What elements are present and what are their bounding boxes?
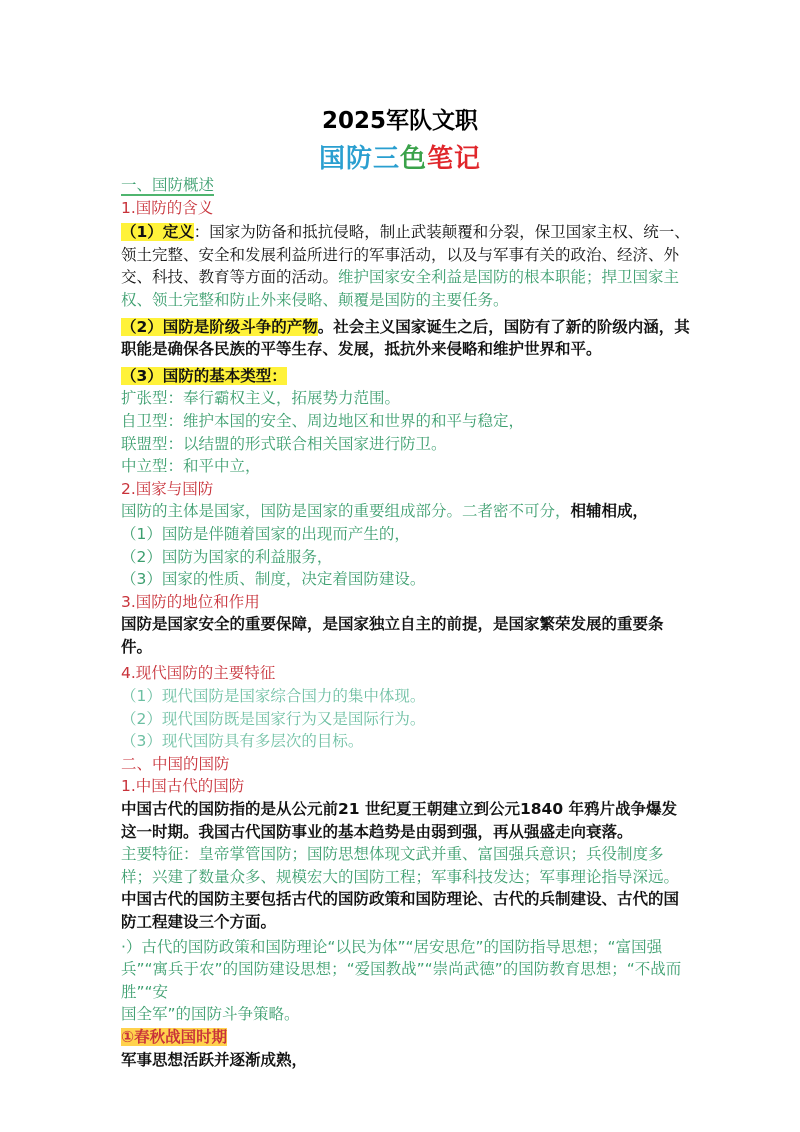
list-item: 自卫型：维护本国的安全、周边地区和世界的和平与稳定， xyxy=(121,411,525,430)
subheading-status-and-role: 3.国防的地位和作用 xyxy=(121,592,260,611)
subheading-spring-autumn: ①春秋战国时期 xyxy=(121,1027,228,1046)
paragraph-ancient-defense: 中国古代的国防指的是从公元前21 世纪夏王朝建立到公元1840 年鸦片战争爆发这一时期。我国古代国防事业的基本趋势是由弱到强，再从强盛走向衰落。 xyxy=(121,800,678,841)
list-item: 扩张型：奉行霸权主义，拓展势力范围。 xyxy=(121,389,401,408)
list-item: （2）现代国防既是国家行为又是国际行为。 xyxy=(121,709,426,728)
paragraph-definition: （1）定义：国家为防备和抵抗侵略，制止武装颠覆和分裂，保卫国家主权、统一、领土完整、安全和发展利益所进行的军事活动，以及与军事有关的政治、经济、外交、科技、教育等方面的活动。维护国家安全利益是国防的根本职能；捍卫国家主权、领土完整和防止外来侵略、颠覆是国防的主要任务。 xyxy=(121,223,690,309)
paragraph-policy-theory-cont: 国全军”的国防斗争策略。 xyxy=(121,1005,300,1024)
doc-title: 2025军队文职 xyxy=(321,108,478,134)
highlight-definition: （1）定义 xyxy=(121,223,194,242)
list-item: （3）现代国防具有多层次的目标。 xyxy=(121,732,364,751)
section-heading-1: 一、国防概述 xyxy=(121,176,215,194)
list-item: （1）现代国防是国家综合国力的集中体现。 xyxy=(121,687,426,706)
note-body xyxy=(121,174,691,1071)
paragraph-basic-types xyxy=(121,365,691,388)
subheading-defense-meaning: 1.国防的含义 xyxy=(121,198,214,217)
subheading-modern-features: 4.现代国防的主要特征 xyxy=(121,664,276,683)
subheading-ancient-defense: 1.中国古代的国防 xyxy=(121,777,245,796)
subtitle-part-red: 笔记 xyxy=(427,144,482,174)
highlight-class-struggle: （2）国防是阶级斗争的产物 xyxy=(121,317,318,336)
paragraph-policy-theory: ·）古代的国防政策和国防理论“以民为体”“居安思危”的国防指导思想；“富国强兵”“寓兵于农”的国防建设思想；“爱国教战”“崇尚武德”的国防教育思想；“不战而胜”“安 xyxy=(121,937,682,1001)
list-item: 中立型：和平中立， xyxy=(121,457,261,476)
subtitle-part-blue: 国防三 xyxy=(318,144,400,174)
highlight-basic-types: （3）国防的基本类型： xyxy=(121,366,287,385)
list-item: 联盟型：以结盟的形式联合相关国家进行防卫。 xyxy=(121,434,447,453)
subtitle-part-green: 色 xyxy=(399,144,427,174)
paragraph-status-and-role: 国防是国家安全的重要保障，是国家独立自主的前提，是国家繁荣发展的重要条件。 xyxy=(121,615,664,656)
paragraph-class-struggle: （2）国防是阶级斗争的产物。社会主义国家诞生之后，国防有了新的阶级内涵，其职能是确保各民族的平等生存、发展，抵抗外来侵略和维护世界和平。 xyxy=(121,317,690,359)
paragraph-military-thought: 军事思想活跃并逐渐成熟， xyxy=(121,1050,308,1069)
paragraph-ancient-components: 中国古代的国防主要包括古代的国防政策和国防理论、古代的兵制建设、古代的国防工程建设三个方面。 xyxy=(121,890,680,931)
list-item: （3）国家的性质、制度，决定着国防建设。 xyxy=(121,570,426,589)
doc-subtitle xyxy=(0,138,800,175)
subheading-state-and-defense: 2.国家与国防 xyxy=(121,479,214,498)
paragraph-state-and-defense: 国防的主体是国家，国防是国家的重要组成部分。二者密不可分，相辅相成， xyxy=(121,502,649,521)
list-item: （2）国防为国家的利益服务， xyxy=(121,547,333,566)
paragraph-main-features: 主要特征：皇帝掌管国防；国防思想体现文武并重、富国强兵意识；兵役制度多样；兴建了数量众多、规模宏大的国防工程；军事科技发达；军事理论指导深远。 xyxy=(121,845,680,886)
section-heading-2: 二、中国的国防 xyxy=(121,754,230,773)
list-item: （1）国防是伴随着国家的出现而产生的， xyxy=(121,524,410,543)
